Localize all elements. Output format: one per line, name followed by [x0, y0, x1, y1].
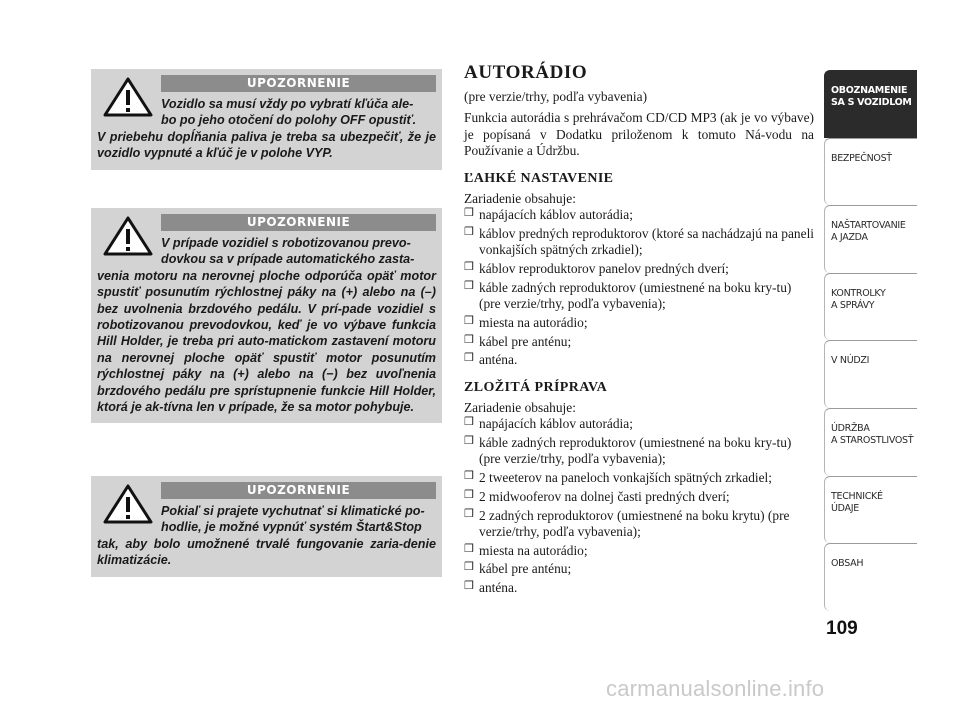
intro-paragraph: Funkcia autorádia s prehrávačom CD/CD MP3 (ak je vo výbave) je popísaná v Dodatku priloženom k tomuto Ná-vodu na Používanie a Údržbu. [464, 110, 814, 159]
page-subtitle: (pre verzie/trhy, podľa vybavenia) [464, 89, 648, 104]
checkbox-bullet-icon: ❒ [464, 470, 474, 482]
checkbox-bullet-icon: ❒ [464, 314, 474, 327]
list-item [464, 261, 814, 277]
main-content [464, 62, 814, 599]
list-item-text: miesta na autorádio; [479, 314, 588, 330]
list-item-text: 2 tweeterov na paneloch vonkajších spätných zrkadiel; [479, 470, 772, 485]
list-item-text: miesta na autorádio; [479, 542, 588, 558]
list-item-text: káble zadných reproduktorov (umiestnené na boku kry-tu) (pre verzie/trhy, podľa vybavenia); [479, 434, 792, 467]
list-item-text: napájacích káblov autorádia; [479, 207, 633, 223]
list-item [464, 416, 814, 432]
list-item-text: káblov reproduktorov panelov predných dverí; [479, 260, 729, 276]
warning-lead: Pokiaľ si prajete vychutnať si klimatické po- [161, 504, 425, 518]
warning-lead: V prípade vozidiel s robotizovanou prevo- [161, 236, 411, 250]
checkbox-bullet-icon: ❒ [464, 260, 474, 273]
checkbox-bullet-icon: ❒ [464, 207, 474, 220]
checkbox-bullet-icon: ❒ [464, 333, 474, 346]
warning-text [97, 235, 436, 415]
checkbox-bullet-icon: ❒ [464, 542, 474, 555]
warning-triangle-icon [103, 216, 153, 256]
warning-triangle-icon [103, 77, 153, 117]
warning-lead-2: dovkou sa v prípade automatického zasta- [161, 252, 415, 267]
list-item [464, 315, 814, 331]
checkbox-bullet-icon: ❒ [464, 225, 474, 238]
chapter-tabs [824, 70, 917, 611]
complex-setup-list [464, 416, 814, 596]
tab-chapter-2[interactable]: BEZPEČNOSŤ [824, 138, 917, 206]
checkbox-bullet-icon: ❒ [464, 580, 474, 593]
warning-lead-2: hodlie, je možné vypnúť systém Štart&Stop [161, 520, 422, 535]
list-item [464, 352, 814, 368]
list-item [464, 226, 814, 259]
checkbox-bullet-icon: ❒ [464, 488, 474, 501]
checkbox-bullet-icon: ❒ [464, 434, 474, 447]
list-item-text: 2 zadných reproduktorov (umiestnené na boku krytu) (pre verzie/trhy, podľa vybavenia); [479, 507, 790, 539]
tab-chapter-6[interactable]: ÚDRŽBA A STAROSTLIVOSŤ [824, 408, 917, 476]
checkbox-bullet-icon: ❒ [464, 279, 474, 292]
tab-chapter-4[interactable]: KONTROLKY A SPRÁVY [824, 273, 917, 341]
list-item-text: anténa. [479, 352, 518, 368]
tab-chapter-7[interactable]: TECHNICKÉ ÚDAJE [824, 476, 917, 544]
checkbox-bullet-icon: ❒ [464, 561, 474, 574]
warning-box-1 [91, 69, 442, 170]
list-item-text: napájacích káblov autorádia; [479, 416, 633, 432]
list-item [464, 489, 814, 505]
page-number: 109 [826, 618, 858, 639]
section-lead: Zariadenie obsahuje: [464, 399, 576, 415]
section-heading-complex: ZLOŽITÁ PRÍPRAVA [464, 379, 608, 395]
checkbox-bullet-icon: ❒ [464, 352, 474, 365]
warning-heading: UPOZORNENIE [161, 75, 436, 92]
section-heading-easy: ĽAHKÉ NASTAVENIE [464, 170, 614, 186]
warning-body: venia motoru na nerovnej ploche odporúča opäť motor spustiť posunutím rýchlostnej páky na (+) alebo na (–) bez uvolnenia brzdového pedálu. V prí-pade vozidiel s robotizovanou prevodovkou, keď je vo výbave funkcia Hill Holder, je treba pri auto-matickom zastavení motoru na nerovnej ploche opäť spustiť motor posunutím rýchlostnej páky na (+) alebo na (−) bez uvoľnenia brzdového pedálu pre sprístupnenie funkcie Hill Holder, ktorá je ak-tívna len v prípade, že sa motor pohybuje. [97, 268, 436, 415]
list-item-text: kábel pre anténu; [479, 333, 572, 349]
warning-heading: UPOZORNENIE [161, 214, 436, 231]
watermark: carmanualsonline.info [606, 676, 825, 701]
list-item-text: 2 midwooferov na dolnej časti predných dverí; [479, 488, 730, 504]
list-item-text: anténa. [479, 580, 518, 596]
section-lead: Zariadenie obsahuje: [464, 190, 576, 206]
tab-chapter-1[interactable]: OBOZNAMENIE SA S VOZIDLOM [824, 70, 917, 138]
list-item [464, 334, 814, 350]
list-item [464, 435, 814, 468]
list-item [464, 580, 814, 596]
warning-heading: UPOZORNENIE [161, 482, 436, 499]
list-item [464, 561, 814, 577]
page-title: AUTORÁDIO [464, 62, 588, 83]
warning-body: tak, aby bolo umožnené trvalé fungovanie zaria-denie klimatizácie. [97, 536, 436, 568]
warning-triangle-icon [103, 484, 153, 524]
list-item [464, 543, 814, 559]
list-item [464, 508, 814, 541]
tab-chapter-8[interactable]: OBSAH [824, 543, 917, 611]
warning-box-2 [91, 208, 442, 423]
easy-setup-list [464, 207, 814, 369]
warning-lead: Vozidlo sa musí vždy po vybratí kľúča ale- [161, 97, 414, 111]
list-item [464, 207, 814, 223]
checkbox-bullet-icon: ❒ [464, 416, 474, 429]
list-item [464, 280, 814, 313]
list-item-text: káble zadných reproduktorov (umiestnené na boku kry-tu) (pre verzie/trhy, podľa vybavenia); [479, 279, 792, 312]
checkbox-bullet-icon: ❒ [464, 507, 474, 520]
warning-body: V priebehu dopĺňania paliva je treba sa ubezpečiť, že je vozidlo vypnuté a kľúč je v polohe VYP. [97, 129, 436, 161]
warning-box-3 [91, 476, 442, 577]
tab-chapter-3[interactable]: NAŠTARTOVANIE A JAZDA [824, 205, 917, 273]
warning-lead-2: bo po jeho otočení do polohy OFF opustiť. [161, 113, 417, 128]
tab-chapter-5[interactable]: V NÚDZI [824, 340, 917, 408]
list-item-text: káblov predných reproduktorov (ktoré sa nachádzajú na paneli vonkajších spätných zrkadiel); [479, 225, 815, 258]
list-item [464, 470, 814, 486]
list-item-text: kábel pre anténu; [479, 561, 572, 577]
